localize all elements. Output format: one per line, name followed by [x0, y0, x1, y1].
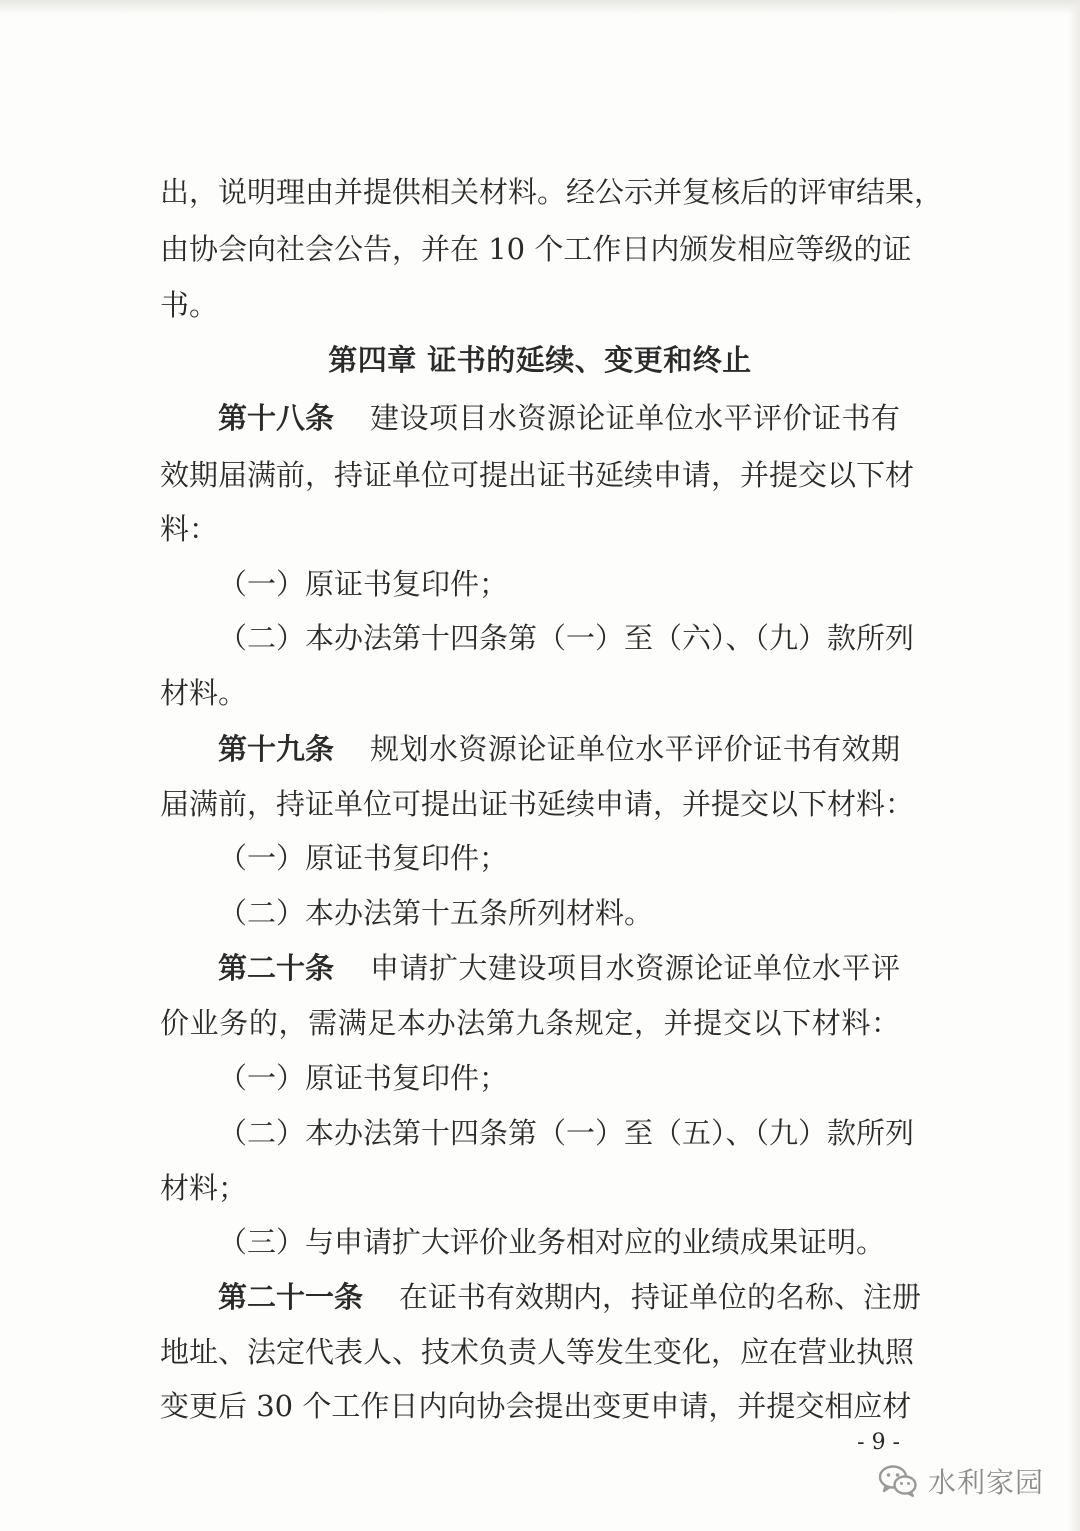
item-line-3: （一）原证书复印件； — [218, 841, 509, 875]
body-line-3: 书。 — [160, 288, 219, 322]
body-line-25: 地址、法定代表人、技术负责人等发生变化，应在营业执照 — [160, 1335, 915, 1369]
body-line-26: 变更后 30 个工作日内向协会提出变更申请，并提交相应材 — [160, 1389, 912, 1423]
item-line-6: （二）本办法第十四条第（一）至（五）、（九）款所列 — [218, 1116, 915, 1150]
item-line-7: （三）与申请扩大评价业务相对应的业绩成果证明。 — [218, 1225, 886, 1259]
item-line-1: （一）原证书复印件； — [218, 567, 509, 601]
article-18-title: 第十八条 — [218, 401, 335, 435]
chapter-heading: 第四章 证书的延续、变更和终止 — [328, 343, 752, 377]
item-line-5: （一）原证书复印件； — [218, 1061, 509, 1095]
article-18-text: 建设项目水资源论证单位水平评价证书有 — [370, 401, 900, 435]
article-19-title: 第十九条 — [218, 732, 335, 766]
article-21-title: 第二十一条 — [218, 1280, 364, 1314]
scan-right-shadow — [1068, 0, 1080, 1531]
body-line-21: 材料； — [160, 1171, 248, 1205]
body-line-7: 料： — [160, 512, 219, 546]
body-line-6: 效期届满前，持证单位可提出证书延续申请，并提交以下材 — [160, 458, 915, 492]
article-21-text: 在证书有效期内，持证单位的名称、注册 — [399, 1280, 922, 1314]
article-20-text: 申请扩大建设项目水资源论证单位水平评 — [370, 951, 900, 985]
item-line-2: （二）本办法第十四条第（一）至（六）、（九）款所列 — [218, 621, 915, 655]
body-line-10: 材料。 — [160, 676, 248, 710]
article-19-text: 规划水资源论证单位水平评价证书有效期 — [370, 732, 900, 766]
article-20-title: 第二十条 — [218, 951, 335, 985]
watermark-text: 水利家园 — [927, 1466, 1044, 1499]
body-line-13: 届满前，持证单位可提出证书延续申请，并提交以下材料： — [160, 787, 915, 821]
article-19-first-line — [218, 729, 900, 769]
article-21-first-line — [218, 1277, 922, 1317]
item-line-4: （二）本办法第十五条所列材料。 — [218, 896, 654, 930]
article-20-first-line — [218, 948, 900, 988]
wechat-icon — [878, 1464, 918, 1498]
body-line-2: 由协会向社会公告，并在 10 个工作日内颁发相应等级的证 — [160, 232, 912, 266]
article-18-first-line — [218, 398, 900, 438]
watermark — [878, 1459, 1044, 1503]
scan-top-shadow — [0, 0, 1080, 14]
page-number: - 9 - — [857, 1430, 900, 1455]
body-line-1: 出，说明理由并提供相关材料。经公示并复核后的评审结果， — [160, 175, 944, 209]
body-line-18: 价业务的，需满足本办法第九条规定，并提交以下材料： — [160, 1006, 900, 1040]
